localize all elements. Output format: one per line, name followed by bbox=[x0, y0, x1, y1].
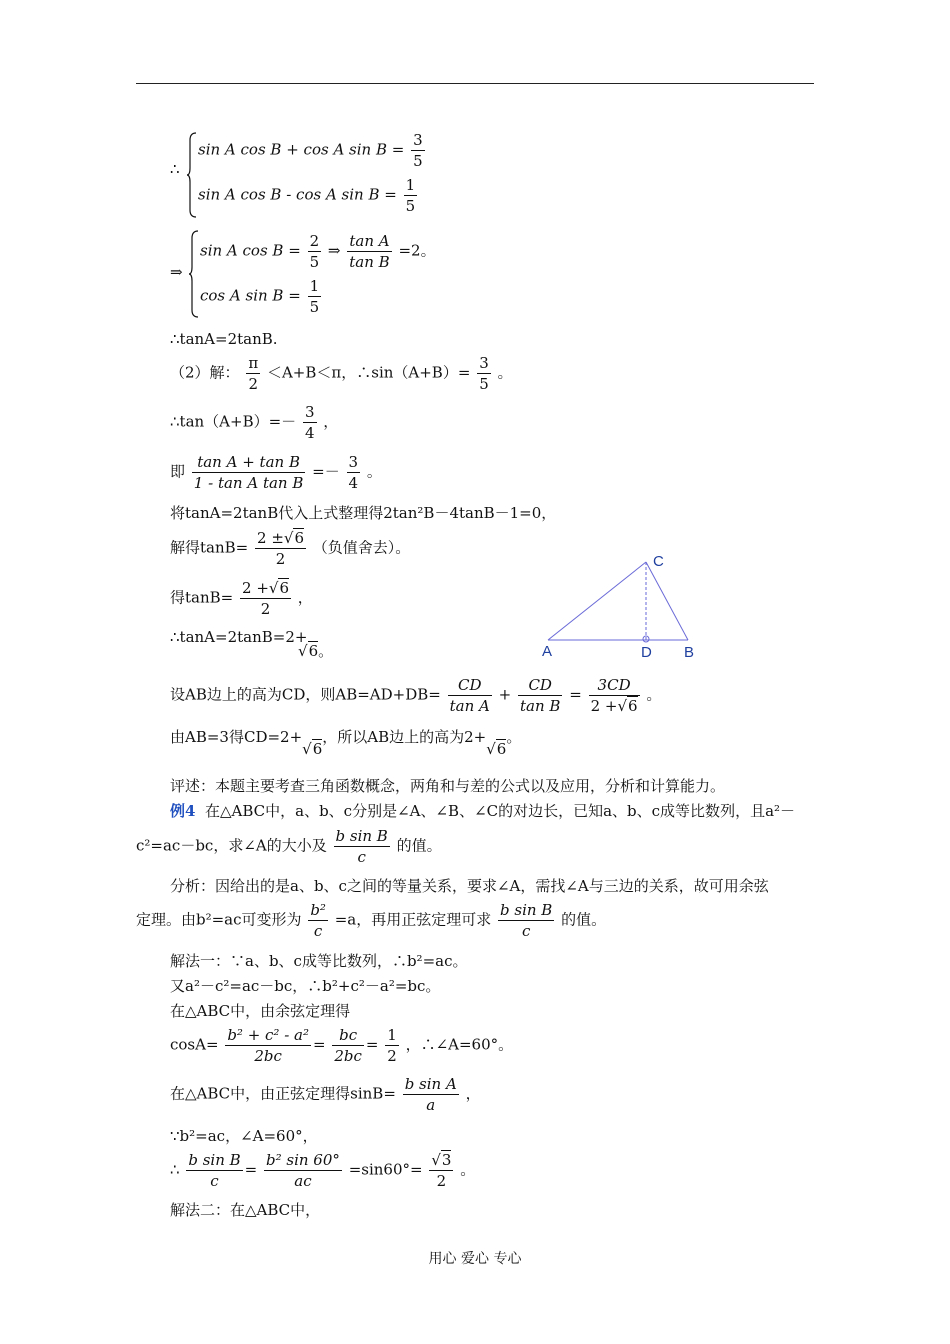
numerator: 3 bbox=[479, 354, 489, 372]
label-a: A bbox=[542, 643, 553, 660]
radicand: 6 bbox=[628, 697, 638, 715]
text: 的值。 bbox=[561, 910, 607, 929]
fraction bbox=[518, 675, 562, 716]
fraction bbox=[385, 1025, 399, 1066]
tan-sum-line bbox=[170, 402, 338, 443]
numerator: 3CD bbox=[589, 675, 640, 696]
text: 在△ABC中，由正弦定理得sinB= bbox=[170, 1084, 396, 1103]
fraction: $\frac{√3}{2}$ bbox=[431, 1151, 452, 1190]
analysis-line2 bbox=[136, 900, 606, 941]
label-d: D bbox=[641, 644, 652, 661]
substitute-line: 将tanA=2tanB代入上式整理得2tan²B－4tanB－1=0， bbox=[170, 504, 557, 522]
numerator: 3 bbox=[304, 403, 315, 421]
ji-line bbox=[170, 452, 382, 493]
numerator: b² sin 60° bbox=[266, 1151, 340, 1169]
text: 由AB=3得CD=2+ bbox=[170, 728, 303, 746]
denominator: 2bc bbox=[334, 1047, 362, 1065]
fraction bbox=[192, 452, 306, 493]
numerator: 3 bbox=[413, 131, 423, 149]
method1-line1: 解法一：∵a、b、c成等比数列，∴b²=ac。 bbox=[170, 952, 468, 970]
eq-text: sin A cos B + cos A sin B = bbox=[198, 140, 405, 159]
text: ， bbox=[465, 1084, 481, 1103]
numerator: CD bbox=[518, 675, 562, 696]
text: ∴tan（A+B）=－ bbox=[170, 412, 297, 431]
therefore-symbol: ∴ bbox=[170, 160, 180, 178]
text: ，所以AB边上的高为2+ bbox=[322, 728, 487, 746]
side-bc bbox=[646, 562, 688, 640]
radicand: 6 bbox=[496, 740, 507, 758]
text: =a，再用正弦定理可求 bbox=[334, 910, 492, 929]
text: = bbox=[569, 685, 582, 704]
fraction bbox=[411, 130, 425, 171]
text: 。 bbox=[366, 462, 382, 481]
sineB-line bbox=[170, 1074, 481, 1115]
text: ∴ bbox=[170, 1160, 180, 1179]
numerator: 2 + bbox=[242, 579, 269, 597]
radicand: 6 bbox=[294, 529, 305, 547]
radicand: 6 bbox=[308, 642, 319, 660]
fraction bbox=[498, 900, 554, 941]
text: 的值。 bbox=[396, 836, 442, 855]
text: 定理。由b²=ac可变形为 bbox=[136, 910, 302, 929]
numerator: b sin B bbox=[188, 1151, 241, 1169]
fraction bbox=[246, 353, 260, 394]
numerator: 1 bbox=[405, 176, 416, 194]
tanA-line: ∴tanA=2tanB. bbox=[170, 330, 278, 348]
numerator: 1 bbox=[387, 1026, 397, 1044]
eq-text: sin A cos B - cos A sin B = bbox=[198, 185, 397, 204]
fraction bbox=[347, 452, 361, 493]
fraction: $\frac{2 \pm√6}{2}$ bbox=[257, 529, 305, 568]
denominator: c bbox=[313, 922, 323, 940]
text: ， bbox=[297, 588, 313, 607]
fraction bbox=[264, 1150, 342, 1191]
fraction bbox=[404, 175, 418, 216]
denominator: 2 bbox=[387, 1047, 397, 1065]
sqrt-6: √6。 bbox=[298, 642, 334, 660]
numerator: π bbox=[248, 354, 259, 372]
given-line: ∵b²=ac，∠A=60°， bbox=[170, 1127, 318, 1145]
eq-text: =2。 bbox=[398, 241, 436, 260]
denominator: tan B bbox=[349, 253, 390, 271]
part2-line bbox=[170, 353, 513, 394]
denominator: 4 bbox=[304, 424, 315, 442]
height-line bbox=[170, 675, 661, 716]
denominator: c bbox=[521, 922, 531, 940]
denominator: a bbox=[426, 1096, 436, 1114]
text: 设AB边上的高为CD，则AB=AD+DB= bbox=[170, 685, 441, 704]
text: （2）解： bbox=[170, 363, 240, 382]
left-brace-icon bbox=[186, 132, 198, 218]
analysis-line1: 分析：因给出的是a、b、c之间的等量关系，要求∠A，需找∠A与三边的关系，故可用余弦 bbox=[170, 877, 769, 895]
radicand: 6 bbox=[279, 579, 290, 597]
denominator: 2 bbox=[275, 550, 286, 568]
denominator: 5 bbox=[309, 298, 320, 316]
solve-line bbox=[170, 528, 410, 569]
denominator: 4 bbox=[348, 474, 359, 492]
fraction bbox=[347, 231, 391, 272]
fraction bbox=[448, 675, 492, 716]
fraction: $\frac{3CD}{2 +√6}$ bbox=[590, 676, 638, 715]
cosA-line: cosA= $\frac{\text{b² + c² - a²}}{2bc}$ = $\frac{bc}{2bc}$ = $\frac{1}{2}$ ，∴∠A=60°。 bbox=[170, 1026, 514, 1065]
fraction bbox=[303, 402, 317, 443]
system2-eq1 bbox=[200, 231, 436, 272]
radicand: 6 bbox=[312, 740, 323, 758]
numerator: bc bbox=[332, 1025, 364, 1046]
numerator: 2 bbox=[309, 232, 320, 250]
eq-text: cos A sin B = bbox=[200, 286, 301, 305]
final-line: ∴ $\frac{\text{b sin B}}{c}$ = $\frac{\text{b² sin 60°}}{ac}$ =sin60°= $\frac{√3}{2}$ 。 bbox=[170, 1151, 476, 1190]
method2-line: 解法二：在△ABC中， bbox=[170, 1201, 321, 1219]
header-rule bbox=[136, 83, 814, 84]
left-brace-icon bbox=[188, 230, 200, 318]
denominator: 5 bbox=[479, 375, 489, 393]
denominator: 2bc bbox=[254, 1047, 282, 1065]
implies-symbol: ⇒ bbox=[327, 241, 341, 260]
fraction bbox=[308, 900, 328, 941]
eq-text: sin A cos B = bbox=[200, 241, 301, 260]
system1-eq1 bbox=[198, 130, 427, 171]
numerator: b² + c² - a² bbox=[227, 1026, 310, 1044]
tanA-value-line: ∴tanA=2tanB=2+ bbox=[170, 628, 308, 646]
fraction: $\frac{2 +√6}{2}$ bbox=[242, 579, 290, 618]
text: 。 bbox=[460, 1160, 476, 1179]
example-label: 例4 bbox=[170, 802, 196, 820]
text: 。 bbox=[506, 728, 522, 746]
comment-line: 评述：本题主要考查三角函数概念，两角和与差的公式以及应用，分析和计算能力。 bbox=[170, 777, 726, 795]
numerator: CD bbox=[448, 675, 492, 696]
text: cosA= bbox=[170, 1035, 219, 1054]
denominator: 5 bbox=[413, 152, 423, 170]
denominator: c bbox=[357, 848, 366, 866]
text: （负值舍去）。 bbox=[312, 538, 411, 557]
text: + bbox=[498, 685, 512, 704]
text: =－ bbox=[312, 462, 340, 481]
denominator: 5 bbox=[405, 197, 416, 215]
fraction bbox=[186, 1150, 242, 1191]
text: ，∴∠A=60°。 bbox=[405, 1035, 514, 1054]
denominator: 2 + bbox=[590, 697, 618, 715]
denominator: tan B bbox=[520, 697, 561, 715]
denominator: 1 - tan A tan B bbox=[193, 474, 304, 492]
numerator: 2 ± bbox=[257, 529, 284, 547]
radicand: 3 bbox=[441, 1151, 452, 1169]
text: 。 bbox=[318, 642, 334, 660]
label-b: B bbox=[684, 644, 695, 661]
triangle-figure bbox=[538, 550, 708, 665]
example4-line2 bbox=[136, 826, 442, 867]
denominator: tan A bbox=[449, 697, 490, 715]
denominator: 2 bbox=[248, 375, 259, 393]
numerator: 3 bbox=[348, 453, 359, 471]
system2-eq2 bbox=[200, 276, 323, 317]
side-ac bbox=[548, 562, 646, 640]
label-c: C bbox=[653, 553, 664, 570]
text: 解得tanB= bbox=[170, 538, 249, 557]
implies-symbol: ⇒ bbox=[170, 263, 183, 281]
page-footer: 用心 爱心 专心 bbox=[428, 1251, 522, 1267]
text: 即 bbox=[170, 462, 186, 481]
text: c²=ac－bc，求∠A的大小及 bbox=[136, 836, 327, 855]
system1-eq2 bbox=[198, 175, 419, 216]
denominator: 2 bbox=[436, 1172, 447, 1190]
numerator: tan A + tan B bbox=[192, 452, 306, 473]
denominator: c bbox=[210, 1172, 219, 1190]
numerator: b sin A bbox=[404, 1075, 457, 1093]
numerator: b sin B bbox=[500, 901, 553, 919]
method1-line3: 在△ABC中，由余弦定理得 bbox=[170, 1002, 351, 1020]
conclusion-line: 由AB=3得CD=2+√6，所以AB边上的高为2+√6。 bbox=[170, 728, 522, 758]
text: ， bbox=[323, 412, 339, 431]
fraction bbox=[334, 826, 390, 867]
text: ＜A+B＜π，∴sin（A+B）= bbox=[266, 363, 471, 382]
example4-line1 bbox=[170, 800, 795, 821]
text: =sin60°= bbox=[348, 1160, 423, 1179]
numerator: 1 bbox=[309, 277, 320, 295]
fraction bbox=[332, 1025, 364, 1066]
text: 得tanB= bbox=[170, 588, 234, 607]
fraction bbox=[308, 231, 322, 272]
text: 在△ABC中，a、b、c分别是∠A、∠B、∠C的对边长，已知a、b、c成等比数列，且a²－ bbox=[204, 802, 796, 820]
fraction bbox=[403, 1074, 459, 1115]
method1-line2: 又a²－c²=ac－bc，∴b²+c²－a²=bc。 bbox=[170, 977, 441, 995]
numerator: b² bbox=[310, 901, 326, 919]
denominator: ac bbox=[294, 1172, 312, 1190]
fraction bbox=[477, 353, 491, 394]
numerator: tan A bbox=[347, 231, 391, 252]
denominator: 5 bbox=[309, 253, 320, 271]
fraction bbox=[225, 1025, 311, 1066]
text: 。 bbox=[646, 685, 662, 704]
text: 。 bbox=[497, 363, 513, 382]
tanB-line bbox=[170, 578, 313, 619]
fraction bbox=[308, 276, 322, 317]
denominator: 2 bbox=[260, 600, 271, 618]
numerator: b sin B bbox=[335, 827, 388, 845]
